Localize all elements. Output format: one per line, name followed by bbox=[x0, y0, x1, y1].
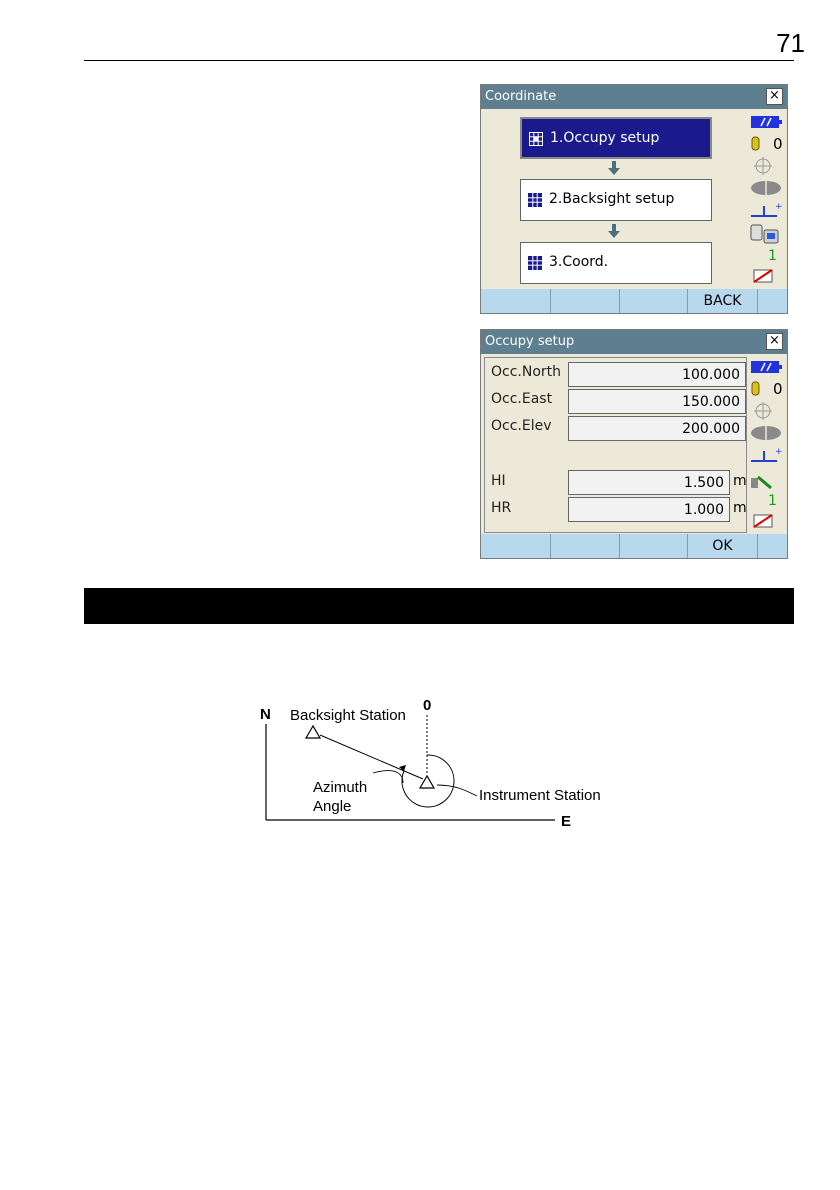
backsight-station-triangle bbox=[306, 726, 320, 738]
menu-label: 1.Occupy setup bbox=[550, 130, 660, 146]
tilt-icon bbox=[749, 178, 785, 198]
backsight-label: Backsight Station bbox=[290, 707, 406, 724]
svg-text:+: + bbox=[775, 447, 783, 457]
memory-count: 0 bbox=[773, 135, 783, 153]
menu-occupy-setup[interactable] bbox=[520, 117, 712, 159]
level-icon bbox=[749, 445, 785, 465]
occ-east-field[interactable]: 150.000 bbox=[568, 389, 746, 414]
sight-line bbox=[320, 735, 423, 779]
level-icon bbox=[749, 200, 785, 220]
close-button[interactable]: × bbox=[766, 88, 783, 105]
ppm-indicator: 1 bbox=[768, 493, 777, 509]
bluetooth-device-icon bbox=[749, 222, 785, 246]
instrument-leader bbox=[437, 785, 477, 796]
occ-north-field[interactable]: 100.000 bbox=[568, 362, 746, 387]
softkey-1[interactable] bbox=[481, 289, 551, 313]
menu-coord[interactable] bbox=[520, 242, 712, 284]
instrument-station-triangle bbox=[420, 776, 434, 788]
occ-east-label: Occ.East bbox=[491, 391, 553, 407]
coordinate-screen bbox=[480, 84, 788, 314]
header-rule bbox=[84, 60, 794, 61]
page-number: 71 bbox=[776, 28, 805, 58]
back-button[interactable]: BACK bbox=[688, 289, 758, 313]
target-icon bbox=[749, 156, 785, 176]
north-label: N bbox=[260, 706, 271, 723]
battery-icon bbox=[749, 357, 785, 377]
instrument-label: Instrument Station bbox=[479, 787, 601, 804]
hi-unit: m bbox=[733, 473, 747, 489]
coordinate-title: Coordinate bbox=[481, 85, 787, 109]
zero-label: 0 bbox=[423, 697, 432, 714]
coordinate-menu bbox=[484, 112, 747, 288]
softkey-2[interactable] bbox=[551, 534, 620, 558]
svg-text:+: + bbox=[775, 202, 783, 212]
menu-label: 3.Coord. bbox=[549, 254, 609, 270]
arrow-down-icon bbox=[608, 224, 620, 238]
laser-icon bbox=[749, 511, 785, 531]
softkey-3[interactable] bbox=[620, 534, 688, 558]
ppm-indicator: 1 bbox=[768, 248, 777, 264]
occ-elev-field[interactable]: 200.000 bbox=[568, 416, 746, 441]
battery-icon bbox=[749, 112, 785, 132]
east-label: E bbox=[561, 813, 572, 830]
menu-label: 2.Backsight setup bbox=[549, 191, 675, 207]
menu-backsight-setup[interactable] bbox=[520, 179, 712, 221]
section-header-bar bbox=[84, 588, 794, 624]
tilt-icon bbox=[749, 423, 785, 443]
hi-label: HI bbox=[491, 473, 506, 489]
laser-icon bbox=[749, 266, 785, 286]
azimuth-leader bbox=[373, 771, 403, 783]
ok-button[interactable]: OK bbox=[688, 534, 758, 558]
occupy-setup-title: Occupy setup bbox=[481, 330, 787, 354]
softkey-bar bbox=[481, 289, 787, 313]
softkey-5[interactable] bbox=[758, 289, 787, 313]
measure-mode-icon bbox=[749, 472, 785, 492]
hr-unit: m bbox=[733, 500, 747, 516]
arrow-down-icon bbox=[608, 161, 620, 175]
grid-icon bbox=[529, 132, 543, 146]
grid-icon bbox=[528, 256, 542, 270]
softkey-bar bbox=[481, 534, 787, 558]
azimuth-diagram bbox=[255, 695, 625, 835]
hr-label: HR bbox=[491, 500, 512, 516]
occupy-setup-screen bbox=[480, 329, 788, 559]
occupy-setup-form bbox=[484, 357, 747, 533]
azimuth-label-line2: Angle bbox=[313, 798, 352, 815]
memory-count: 0 bbox=[773, 380, 783, 398]
softkey-2[interactable] bbox=[551, 289, 620, 313]
softkey-1[interactable] bbox=[481, 534, 551, 558]
target-icon bbox=[749, 401, 785, 421]
softkey-5[interactable] bbox=[758, 534, 787, 558]
hi-field[interactable]: 1.500 bbox=[568, 470, 730, 495]
grid-icon bbox=[528, 193, 542, 207]
close-button[interactable]: × bbox=[766, 333, 783, 350]
azimuth-label-line1: Azimuth bbox=[313, 779, 368, 796]
softkey-3[interactable] bbox=[620, 289, 688, 313]
occ-elev-label: Occ.Elev bbox=[491, 418, 552, 434]
hr-field[interactable]: 1.000 bbox=[568, 497, 730, 522]
occ-north-label: Occ.North bbox=[491, 364, 562, 380]
